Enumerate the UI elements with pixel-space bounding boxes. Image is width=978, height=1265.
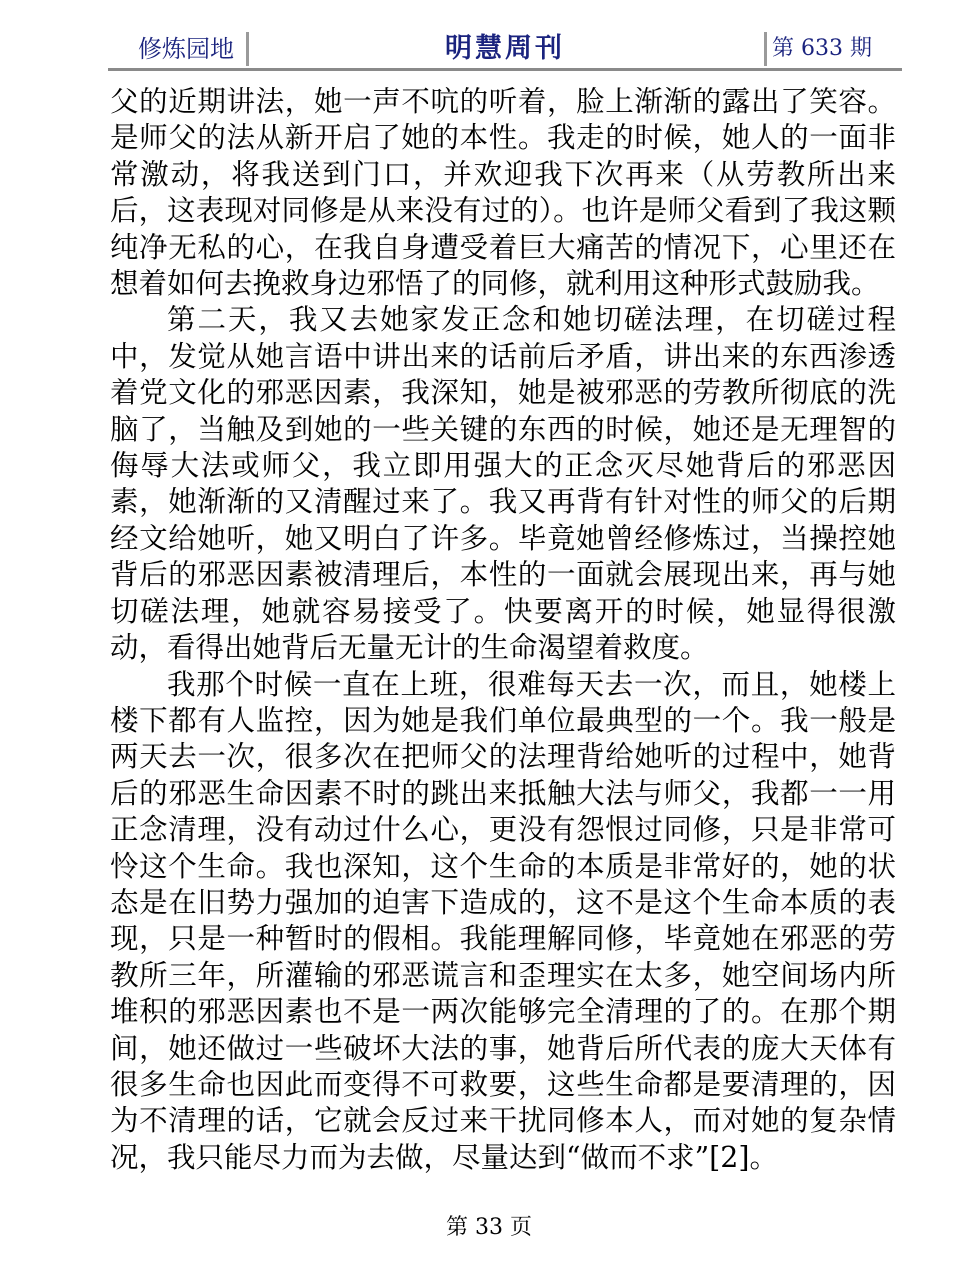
- paragraph-2: 第二天，我又去她家发正念和她切磋法理，在切磋过程中，发觉从她言语中讲出来的话前后矛盾，讲出来的东西渗透着党文化的邪恶因素，我深知，她是被邪恶的劳教所彻底的洗脑了，当触及到她的一些关键的东西的时候，她还是无理智的侮辱大法或师父，我立即用强大的正念灭尽她背后的邪恶因素，她渐渐的又清醒过来了。我又再背有针对性的师父的后期经文给她听，她又明白了许多。毕竟她曾经修炼过，当操控她背后的邪恶因素被清理后，本性的一面就会展现出来，再与她切磋法理，她就容易接受了。快要离开的时候，她显得很激动，看得出她背后无量无计的生命渴望着救度。: [110, 303, 896, 665]
- paragraph-3: 我那个时候一直在上班，很难每天去一次，而且，她楼上楼下都有人监控，因为她是我们单位最典型的一个。我一般是两天去一次，很多次在把师父的法理背给她听的过程中，她背后的邪恶生命因素不时的跳出来抵触大法与师父，我都一一用正念清理，没有动过什么心，更没有怨恨过同修，只是非常可怜这个生命。我也深知，这个生命的本质是非常好的，她的状态是在旧势力强加的迫害下造成的，这不是这个生命本质的表现，只是一种暂时的假相。我能理解同修，毕竟她在邪恶的劳教所三年，所灌输的邪恶谎言和歪理实在太多，她空间场内所堆积的邪恶因素也不是一两次能够完全清理的了的。在那个期间，她还做过一些破坏大法的事，她背后所代表的庞大天体有很多生命也因此而变得不可救要，这些生命都是要清理的，因为不清理的话，它就会反过来干扰同修本人，而对她的复杂情况，我只能尽力而为去做，尽量达到“做而不求”[2]。: [110, 667, 896, 1174]
- paragraph-1: 父的近期讲法，她一声不吭的听着，脸上渐渐的露出了笑容。是师父的法从新开启了她的本性。我走的时候，她人的一面非常激动，将我送到门口，并欢迎我下次再来（从劳教所出来后，这表现对同修是从来没有过的）。也许是师父看到了我这颗纯净无私的心，在我自身遭受着巨大痛苦的情况下，心里还在想着如何去挽救身边邪悟了的同修，就利用这种形式鼓励我。: [110, 85, 896, 301]
- header-divider-right: [764, 32, 767, 66]
- article-body: [110, 84, 896, 1176]
- section-name: 修炼园地: [138, 35, 234, 63]
- page-header: [108, 26, 902, 71]
- publication-title: 明慧周刊: [445, 33, 565, 64]
- page-number: 第 33 页: [446, 1215, 532, 1240]
- issue-number: 第 633 期: [772, 36, 872, 61]
